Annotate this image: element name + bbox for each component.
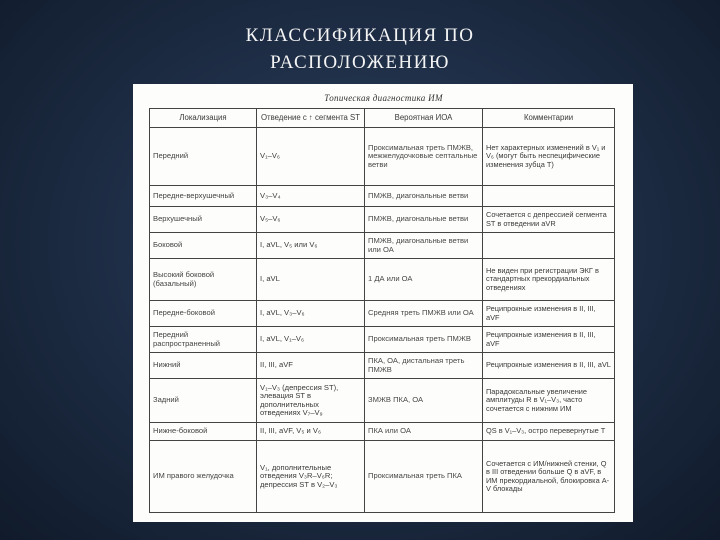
cell-localization: Верхушечный xyxy=(150,207,257,233)
cell-comment: Реципрокные изменения в II, III, aVL xyxy=(483,353,615,379)
cell-leads: V₃–V₄ xyxy=(257,186,365,207)
cell-leads: I, aVL, V₃–V₆ xyxy=(257,301,365,327)
scanned-table-image xyxy=(133,84,633,522)
header-st-leads: Отведение с ↑ сегмента ST xyxy=(257,109,365,128)
cell-leads: V₁, дополнительные отведения V₃R–V₆R; депрессия ST в V₂–V₃ xyxy=(257,441,365,513)
cell-localization: Нижний xyxy=(150,353,257,379)
cell-artery: ПМЖВ, диагональные ветви xyxy=(365,186,483,207)
cell-comment: Парадоксальные увеличение амплитуды R в V₁–V₃, часто сочетается с нижним ИМ xyxy=(483,379,615,423)
cell-artery: ЗМЖВ ПКА, ОА xyxy=(365,379,483,423)
table-row xyxy=(150,441,615,513)
cell-comment xyxy=(483,186,615,207)
cell-comment: Не виден при регистрации ЭКГ в стандартных прекордиальных отведениях xyxy=(483,259,615,301)
table-row xyxy=(150,423,615,441)
cell-artery: ПКА, ОА, дистальная треть ПМЖВ xyxy=(365,353,483,379)
cell-comment: QS в V₁–V₃, остро перевернутые T xyxy=(483,423,615,441)
table-row xyxy=(150,186,615,207)
cell-localization: Нижне-боковой xyxy=(150,423,257,441)
cell-comment: Реципрокные изменения в II, III, aVF xyxy=(483,301,615,327)
slide-title-line-1: КЛАССИФИКАЦИЯ ПО xyxy=(245,25,475,46)
cell-leads: I, aVL xyxy=(257,259,365,301)
cell-comment xyxy=(483,233,615,259)
slide-title xyxy=(195,22,525,76)
cell-artery: Средняя треть ПМЖВ или ОА xyxy=(365,301,483,327)
cell-artery: ПМЖВ, диагональные ветви или ОА xyxy=(365,233,483,259)
cell-localization: Боковой xyxy=(150,233,257,259)
cell-comment: Сочетается с ИМ/нижней стенки, Q в III отведении больше Q в aVF, в ИМ прекордиальной, блокировка А-V блокады xyxy=(483,441,615,513)
cell-artery: ПМЖВ, диагональные ветви xyxy=(365,207,483,233)
table-row xyxy=(150,327,615,353)
table-caption: Топическая диагностика ИМ xyxy=(324,93,443,103)
cell-localization: Передне-боковой xyxy=(150,301,257,327)
cell-localization: Передне-верхушечный xyxy=(150,186,257,207)
cell-artery: Проксимальная треть ПМЖВ, межжелудочковые септальные ветви xyxy=(365,128,483,186)
table-row xyxy=(150,207,615,233)
cell-leads: II, III, aVF, V₅ и V₆ xyxy=(257,423,365,441)
cell-leads: I, aVL, V₅ или V₆ xyxy=(257,233,365,259)
cell-comment: Сочетается с депрессией сегмента ST в отведении aVR xyxy=(483,207,615,233)
cell-artery: Проксимальная треть ПКА xyxy=(365,441,483,513)
cell-leads: V₁–V₃ (депрессия ST), элевация ST в дополнительных отведениях V₇–V₉ xyxy=(257,379,365,423)
cell-localization: ИМ правого желудочка xyxy=(150,441,257,513)
cell-comment: Реципрокные изменения в II, III, aVF xyxy=(483,327,615,353)
cell-leads: I, aVL, V₁–V₆ xyxy=(257,327,365,353)
table-header-row xyxy=(150,109,615,128)
cell-leads: V₁–V₆ xyxy=(257,128,365,186)
table-row xyxy=(150,301,615,327)
header-artery: Вероятная ИОА xyxy=(365,109,483,128)
table-row xyxy=(150,128,615,186)
header-comments: Комментарии xyxy=(483,109,615,128)
slide-title-line-2: РАСПОЛОЖЕНИЮ xyxy=(270,52,450,73)
cell-localization: Высокий боковой (базальный) xyxy=(150,259,257,301)
table-row xyxy=(150,379,615,423)
table-row xyxy=(150,233,615,259)
cell-artery: ПКА или ОА xyxy=(365,423,483,441)
header-localization: Локализация xyxy=(150,109,257,128)
cell-localization: Передний xyxy=(150,128,257,186)
cell-comment: Нет характерных изменений в V₁ и V₆ (могут быть неспецифические изменения зубца Т) xyxy=(483,128,615,186)
cell-leads: II, III, aVF xyxy=(257,353,365,379)
cell-artery: 1 ДА или ОА xyxy=(365,259,483,301)
cell-localization: Передний распространенный xyxy=(150,327,257,353)
table-row xyxy=(150,353,615,379)
cell-leads: V₅–V₆ xyxy=(257,207,365,233)
table-row xyxy=(150,259,615,301)
cell-artery: Проксимальная треть ПМЖВ xyxy=(365,327,483,353)
cell-localization: Задний xyxy=(150,379,257,423)
topical-diagnosis-table xyxy=(149,108,615,513)
